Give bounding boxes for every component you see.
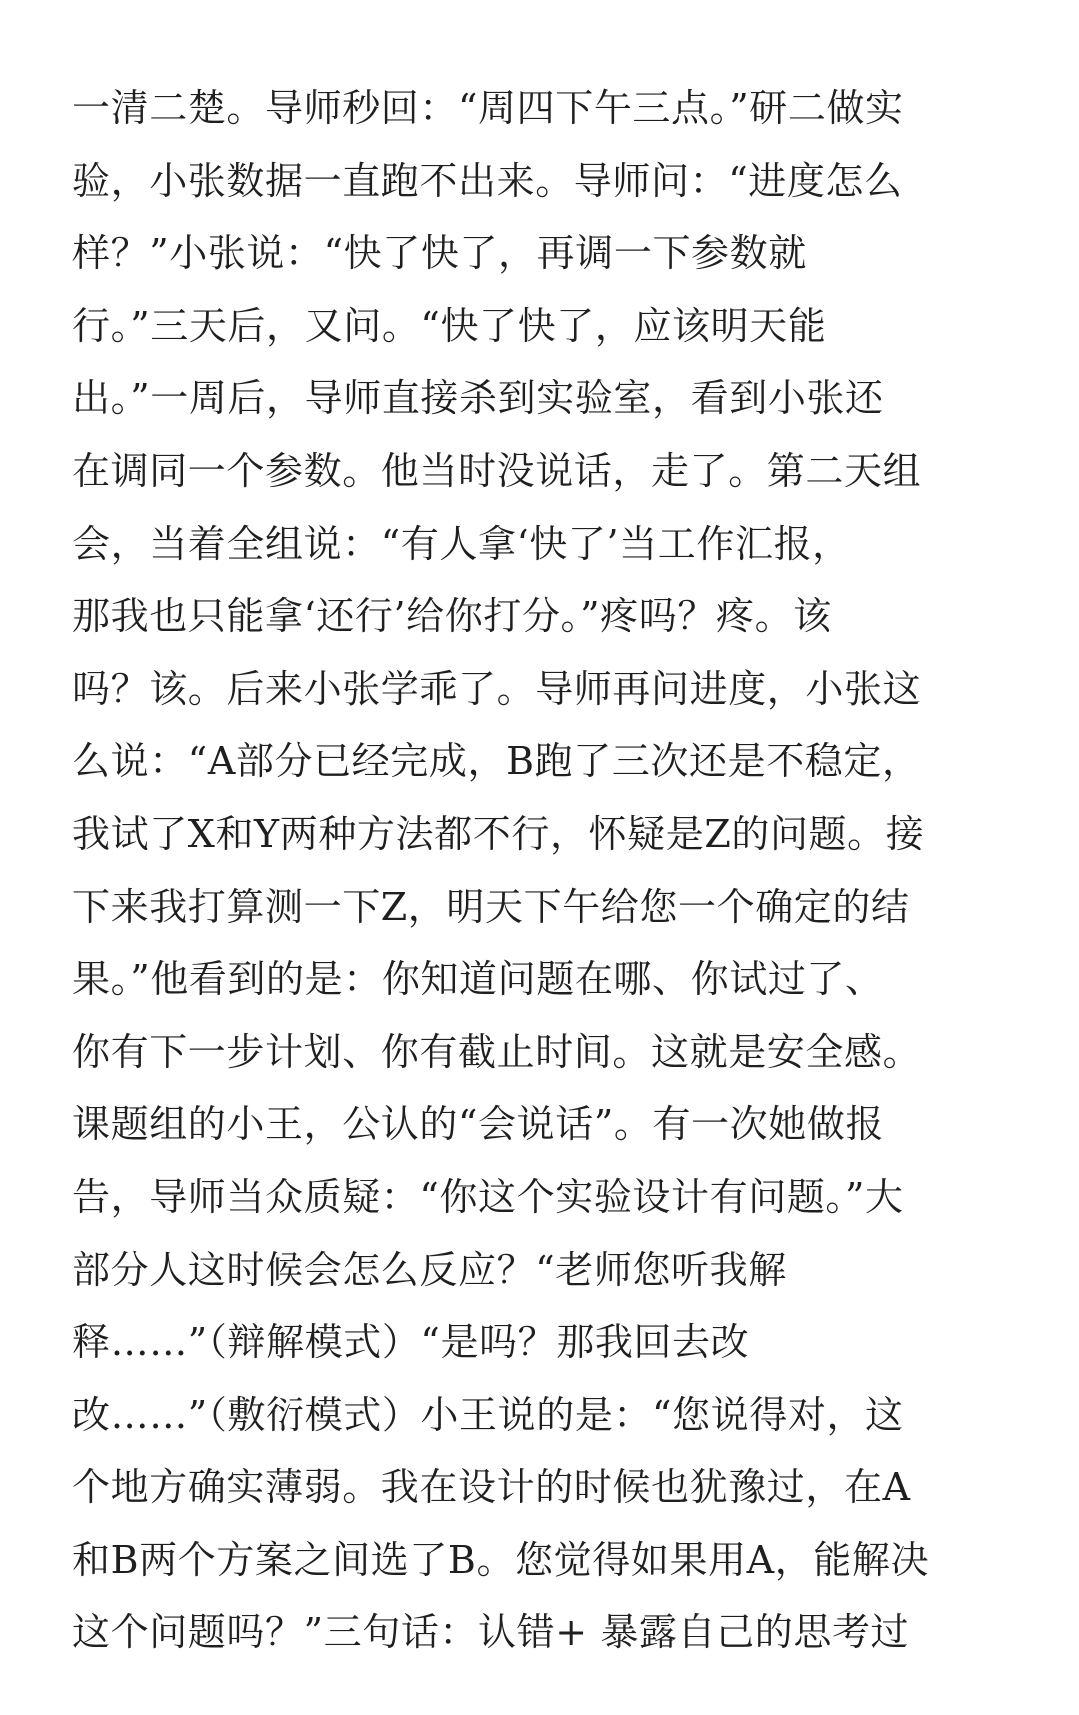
text-line: 下来我打算测一下Z，明天下午给您一个确定的结 bbox=[72, 884, 910, 929]
text-line: 样？”小张说：“快了快了，再调一下参数就 bbox=[72, 231, 807, 276]
text-line: 这个问题吗？”三句话：认错+ 暴露自己的思考过 bbox=[72, 1610, 910, 1655]
text-line: 个地方确实薄弱。我在设计的时候也犹豫过，在A bbox=[72, 1465, 911, 1510]
text-line: 改……”（敷衍模式）小王说的是：“您说得对，这 bbox=[72, 1392, 904, 1437]
text-line: 吗？该。后来小张学乖了。导师再问进度，小张这 bbox=[72, 666, 922, 711]
text-line: 出。”一周后，导师直接杀到实验室，看到小张还 bbox=[72, 376, 884, 421]
text-line: 会，当着全组说：“有人拿‘快了’当工作汇报， bbox=[72, 521, 851, 566]
text-line: 告，导师当众质疑：“你这个实验设计有问题。”大 bbox=[72, 1174, 904, 1219]
text-line: 那我也只能拿‘还行’给你打分。”疼吗？疼。该 bbox=[72, 594, 832, 639]
text-line: 验，小张数据一直跑不出来。导师问：“进度怎么 bbox=[72, 158, 903, 203]
text-line: 在调同一个参数。他当时没说话，走了。第二天组 bbox=[72, 448, 922, 493]
text-line: 我试了X和Y两种方法都不行，怀疑是Z的问题。接 bbox=[72, 811, 925, 856]
article-body bbox=[72, 72, 1032, 1669]
text-line: 部分人这时候会怎么反应？“老师您听我解 bbox=[72, 1247, 787, 1292]
text-line: 释……”（辩解模式）“是吗？那我回去改 bbox=[72, 1320, 750, 1365]
text-line: 么说：“A部分已经完成，B跑了三次还是不稳定， bbox=[72, 739, 921, 784]
text-line: 课题组的小王，公认的“会说话”。有一次她做报 bbox=[72, 1102, 885, 1147]
text-line: 你有下一步计划、你有截止时间。这就是安全感。 bbox=[72, 1029, 922, 1074]
text-line: 果。”他看到的是：你知道问题在哪、你试过了、 bbox=[72, 957, 884, 1002]
text-line: 一清二楚。导师秒回：“周四下午三点。”研二做实 bbox=[72, 86, 904, 130]
text-line: 行。”三天后，又问。“快了快了，应该明天能 bbox=[72, 303, 827, 348]
text-line: 和B两个方案之间选了B。您觉得如果用A，能解决 bbox=[72, 1537, 930, 1582]
